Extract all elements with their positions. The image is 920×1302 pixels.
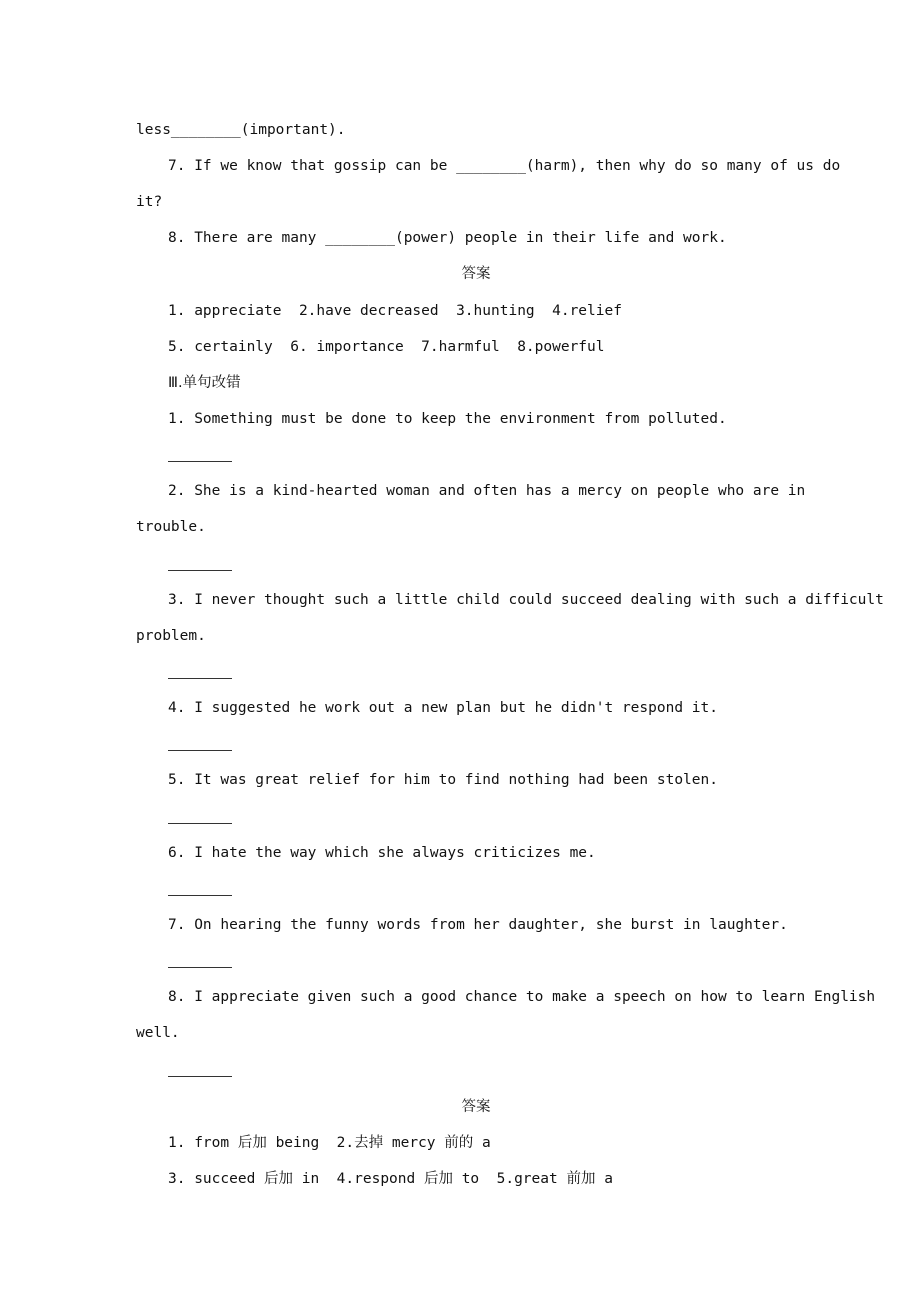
- correction-item-7: 7. On hearing the funny words from her daughter, she burst in laughter.: [168, 917, 788, 933]
- exercise-item-7: 7. If we know that gossip can be ________(harm), then why do so many of us do: [168, 158, 841, 174]
- answer-blank: [168, 823, 232, 824]
- answer-blank: [168, 1076, 232, 1077]
- answer-blank: [168, 895, 232, 896]
- answer-heading: 答案: [461, 1099, 491, 1115]
- exercise-line-continuation: less________(important).: [136, 122, 346, 138]
- correction-item-3-cont: problem.: [136, 628, 206, 644]
- correction-item-8: 8. I appreciate given such a good chance to make a speech on how to learn English: [168, 989, 876, 1005]
- answer-blank: [168, 967, 232, 968]
- answer-blank: [168, 570, 232, 571]
- answer-row: 1. from 后加 being 2.去掉 mercy 前的 a: [168, 1135, 491, 1151]
- answer-heading: 答案: [461, 266, 491, 282]
- section-heading: Ⅲ.单句改错: [168, 375, 241, 391]
- correction-item-5: 5. It was great relief for him to find nothing had been stolen.: [168, 772, 718, 788]
- answer-blank: [168, 750, 232, 751]
- answer-blank: [168, 678, 232, 679]
- correction-item-8-cont: well.: [136, 1025, 180, 1041]
- correction-item-4: 4. I suggested he work out a new plan but he didn't respond it.: [168, 700, 718, 716]
- answer-blank: [168, 461, 232, 462]
- answer-row: 3. succeed 后加 in 4.respond 后加 to 5.great 前加 a: [168, 1171, 613, 1187]
- answer-row: 5. certainly 6. importance 7.harmful 8.powerful: [168, 339, 605, 355]
- correction-item-3: 3. I never thought such a little child could succeed dealing with such a difficult: [168, 592, 884, 608]
- correction-item-2: 2. She is a kind-hearted woman and often has a mercy on people who are in: [168, 483, 806, 499]
- answer-row: 1. appreciate 2.have decreased 3.hunting 4.relief: [168, 303, 622, 319]
- correction-item-1: 1. Something must be done to keep the environment from polluted.: [168, 411, 727, 427]
- correction-item-6: 6. I hate the way which she always criticizes me.: [168, 845, 596, 861]
- exercise-item-7-cont: it?: [136, 194, 163, 210]
- exercise-item-8: 8. There are many ________(power) people in their life and work.: [168, 230, 727, 246]
- correction-item-2-cont: trouble.: [136, 519, 206, 535]
